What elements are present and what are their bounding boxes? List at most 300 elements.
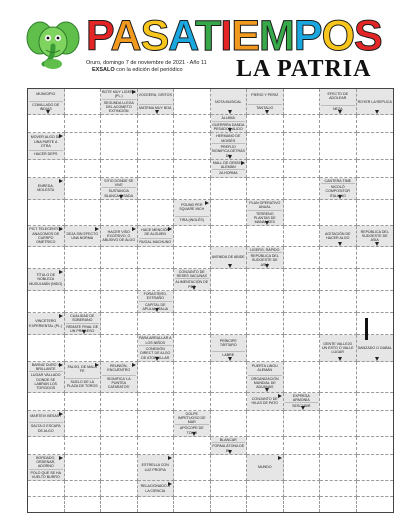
clue-text: ALIMENTACIÓN DE PEZ bbox=[175, 280, 209, 289]
clue-cell bbox=[28, 313, 65, 335]
clue-text: EFECTO DE ADOLEAR bbox=[327, 92, 348, 101]
clue-text: POLO QUE SE HA VUELTO BURRO bbox=[30, 470, 62, 480]
answer-cell[interactable] bbox=[65, 269, 102, 291]
clue-cell bbox=[284, 393, 321, 411]
title-letter: E bbox=[231, 12, 260, 60]
clue-cell bbox=[174, 269, 211, 291]
arrow-right-icon bbox=[168, 227, 172, 231]
arrow-right-icon bbox=[132, 227, 136, 231]
answer-cell[interactable] bbox=[247, 291, 284, 313]
clue-text: EXPRESA ARMONÍA bbox=[292, 393, 310, 402]
answer-cell[interactable] bbox=[357, 313, 394, 335]
answer-cell[interactable] bbox=[65, 455, 102, 481]
clue-text: DEJA SIN EFECTO UNA NORMA bbox=[66, 231, 98, 241]
answer-cell[interactable] bbox=[65, 89, 102, 115]
answer-cell[interactable] bbox=[357, 247, 394, 269]
answer-cell[interactable] bbox=[174, 291, 211, 313]
arrow-right-icon bbox=[168, 456, 172, 460]
answer-cell[interactable] bbox=[101, 437, 138, 455]
answer-cell[interactable] bbox=[65, 411, 102, 437]
clue-text: NEZA bbox=[321, 105, 355, 111]
clue-cell bbox=[247, 455, 284, 481]
arrow-right-icon bbox=[132, 90, 136, 94]
answer-cell[interactable] bbox=[284, 200, 321, 226]
answer-cell[interactable] bbox=[174, 226, 211, 246]
clue-cell bbox=[101, 362, 138, 393]
issue-line bbox=[92, 67, 183, 74]
answer-cell[interactable] bbox=[28, 393, 65, 411]
clue-text: PREFIJO SIGNIFICA DETRÁS DE bbox=[211, 144, 245, 158]
answer-cell[interactable] bbox=[174, 497, 211, 512]
answer-cell[interactable] bbox=[138, 497, 175, 512]
answer-cell[interactable] bbox=[138, 160, 175, 178]
answer-cell[interactable] bbox=[211, 362, 248, 393]
clue-text: BARNIZ DURO Y BRILLANTE bbox=[31, 362, 60, 372]
title-letter: A bbox=[168, 12, 196, 60]
answer-cell[interactable] bbox=[65, 291, 102, 313]
arrow-right-icon bbox=[95, 363, 99, 367]
arrow-right-icon bbox=[278, 456, 282, 460]
clue-text: MUNDO bbox=[257, 465, 272, 470]
answer-cell[interactable] bbox=[320, 160, 357, 178]
answer-cell[interactable] bbox=[247, 497, 284, 512]
arrow-right-icon bbox=[132, 363, 136, 367]
clue-cell bbox=[211, 89, 248, 115]
clue-cell bbox=[138, 291, 175, 313]
answer-cell[interactable] bbox=[211, 393, 248, 411]
answer-cell[interactable] bbox=[211, 291, 248, 313]
clue-cell bbox=[101, 178, 138, 200]
clue-text: SUELO DE LA PLAZA DE TOROS bbox=[66, 379, 98, 389]
answer-cell[interactable] bbox=[284, 226, 321, 246]
clue-cell bbox=[65, 313, 102, 335]
clue-cell bbox=[211, 133, 248, 159]
clue-text: SUSTANCIA BLANCA RISADA bbox=[102, 187, 136, 198]
clue-text: SITIO DONDE SE VIVE bbox=[104, 178, 134, 188]
answer-cell[interactable] bbox=[65, 481, 102, 496]
answer-cell[interactable] bbox=[211, 455, 248, 481]
clue-text: GOLPE IMPETUOSO DE MAR bbox=[177, 411, 206, 425]
clue-text: TIRA (INGLÉS) bbox=[175, 216, 209, 222]
answer-cell[interactable] bbox=[320, 411, 357, 437]
answer-cell[interactable] bbox=[357, 269, 394, 291]
clue-text: REPÚBLICA DEL SUDOESTE DE ASIA bbox=[360, 229, 389, 243]
answer-cell[interactable] bbox=[174, 362, 211, 393]
answer-cell[interactable] bbox=[320, 200, 357, 226]
clue-text: LIGERO, RÁPIDO bbox=[250, 247, 280, 252]
clue-text: PUERTA LINGU ALEMÁN bbox=[251, 363, 278, 373]
answer-cell[interactable] bbox=[211, 313, 248, 335]
answer-cell[interactable] bbox=[174, 455, 211, 481]
answer-cell[interactable] bbox=[320, 291, 357, 313]
arrow-down-icon bbox=[375, 110, 379, 114]
answer-cell[interactable] bbox=[138, 178, 175, 200]
clue-text: SEGUNDA LLEGA DEL ACOMETO EXTINCIÓN bbox=[103, 100, 134, 114]
clue-cell bbox=[138, 335, 175, 361]
answer-cell[interactable] bbox=[247, 313, 284, 335]
answer-cell[interactable] bbox=[174, 335, 211, 361]
answer-cell[interactable] bbox=[174, 247, 211, 269]
answer-cell[interactable] bbox=[247, 437, 284, 455]
clue-text: FORASTERO, EXTRAÑO bbox=[143, 291, 167, 301]
clue-cell bbox=[28, 226, 65, 246]
answer-cell[interactable] bbox=[65, 178, 102, 200]
arrow-right-icon bbox=[59, 227, 63, 231]
clue-text: HACER DEPS bbox=[29, 150, 63, 156]
answer-cell[interactable] bbox=[101, 335, 138, 361]
clue-cell bbox=[357, 226, 394, 246]
answer-cell[interactable] bbox=[174, 115, 211, 133]
answer-cell[interactable] bbox=[138, 393, 175, 411]
answer-cell[interactable] bbox=[284, 497, 321, 512]
answer-cell[interactable] bbox=[138, 269, 175, 291]
answer-cell[interactable] bbox=[101, 481, 138, 496]
answer-cell[interactable] bbox=[101, 115, 138, 133]
clue-cell bbox=[320, 89, 357, 115]
arrow-down-icon bbox=[265, 388, 269, 392]
answer-cell[interactable] bbox=[320, 481, 357, 496]
clue-text: SESCUBIR bbox=[285, 402, 319, 408]
answer-cell[interactable] bbox=[284, 437, 321, 455]
arrow-down-icon bbox=[46, 110, 50, 114]
clue-cell bbox=[320, 335, 357, 361]
clue-text: MOVER ALGO DE UNA PARTE A OTRA bbox=[30, 135, 61, 149]
arrow-right-icon bbox=[59, 412, 63, 416]
arrow-down-icon bbox=[82, 330, 86, 334]
arrow-down-icon bbox=[155, 357, 159, 361]
clue-cell bbox=[138, 226, 175, 246]
answer-cell[interactable] bbox=[101, 393, 138, 411]
clue-cell bbox=[211, 115, 248, 133]
answer-cell[interactable] bbox=[357, 411, 394, 437]
answer-cell[interactable] bbox=[211, 269, 248, 291]
answer-cell[interactable] bbox=[28, 247, 65, 269]
answer-cell[interactable] bbox=[357, 481, 394, 496]
answer-cell[interactable] bbox=[320, 455, 357, 481]
answer-cell[interactable] bbox=[357, 115, 394, 133]
answer-cell[interactable] bbox=[320, 393, 357, 411]
answer-cell[interactable] bbox=[101, 133, 138, 159]
clue-text: PIERIO Y PERIZ bbox=[251, 93, 279, 98]
clue-text: PARA ARRULLAR A LOS NIÑOS bbox=[139, 336, 172, 345]
arrow-right-icon bbox=[241, 161, 245, 165]
answer-cell[interactable] bbox=[101, 160, 138, 178]
clue-text: VINCETERO EXPERIENTAL (PL.) bbox=[29, 319, 63, 328]
crossword-grid bbox=[27, 88, 394, 513]
clue-text: COMILLADO DE INDIAS bbox=[29, 101, 63, 112]
clue-text: PRÍNCIPE TÁRTARO bbox=[219, 338, 237, 347]
answer-cell[interactable] bbox=[357, 200, 394, 226]
answer-cell[interactable] bbox=[101, 455, 138, 481]
answer-cell[interactable] bbox=[247, 115, 284, 133]
answer-cell[interactable] bbox=[101, 200, 138, 226]
arrow-right-icon bbox=[59, 134, 63, 138]
answer-cell[interactable] bbox=[320, 133, 357, 159]
answer-cell[interactable] bbox=[357, 133, 394, 159]
answer-cell[interactable] bbox=[65, 393, 102, 411]
answer-cell[interactable] bbox=[101, 291, 138, 313]
clue-text: NICOLÓ COMPOSITOR ITALIANO bbox=[321, 183, 355, 198]
clue-text: POUND PER SQUARE INCH bbox=[179, 203, 205, 212]
answer-cell[interactable] bbox=[211, 497, 248, 512]
answer-cell[interactable] bbox=[320, 497, 357, 512]
clue-cell bbox=[320, 178, 357, 200]
arrow-down-icon bbox=[265, 110, 269, 114]
clue-cell bbox=[247, 362, 284, 393]
clue-text: TÍTULO DE NOBLEZA MUSULMÁN (NIDO) bbox=[29, 272, 63, 286]
clue-text: ROYER LA REPLICA bbox=[357, 99, 392, 104]
clue-text: NOTA MUSICAL bbox=[215, 99, 242, 104]
arrow-down-icon bbox=[155, 110, 159, 114]
answer-cell[interactable] bbox=[138, 313, 175, 335]
answer-cell[interactable] bbox=[247, 178, 284, 200]
clue-cell bbox=[320, 226, 357, 246]
arrow-down-icon bbox=[338, 110, 342, 114]
arrow-down-icon bbox=[155, 308, 159, 312]
arrow-right-icon bbox=[59, 270, 63, 274]
arrow-down-icon bbox=[375, 357, 379, 361]
answer-cell[interactable] bbox=[284, 362, 321, 393]
clue-cell bbox=[357, 89, 394, 115]
arrow-right-icon bbox=[168, 482, 172, 486]
arrow-down-icon bbox=[265, 264, 269, 268]
answer-cell[interactable] bbox=[65, 133, 102, 159]
clue-text: VOCEERA, GRITOS bbox=[138, 93, 172, 98]
clue-text: MALL DE ORIGEN ALEMÁN bbox=[213, 160, 244, 170]
answer-cell[interactable] bbox=[284, 411, 321, 437]
clue-text: BORDADO, ORDENAR, ADORNO bbox=[36, 455, 56, 469]
clue-cell bbox=[138, 481, 175, 496]
answer-cell[interactable] bbox=[211, 226, 248, 246]
clue-cell bbox=[28, 269, 65, 291]
answer-cell[interactable] bbox=[138, 200, 175, 226]
arrow-right-icon bbox=[59, 456, 63, 460]
clue-cell bbox=[28, 411, 65, 437]
clue-cell bbox=[247, 247, 284, 269]
answer-cell[interactable] bbox=[284, 133, 321, 159]
answer-cell[interactable] bbox=[101, 313, 138, 335]
clue-cell bbox=[65, 226, 102, 246]
answer-cell[interactable] bbox=[284, 455, 321, 481]
clue-text: PICT TELECENTOS ANACOMOS DE CUERPO OMETRICO bbox=[29, 227, 63, 245]
clue-cell bbox=[247, 200, 284, 226]
clue-text: TANTALIO bbox=[248, 104, 282, 110]
arrow-down-icon bbox=[228, 155, 232, 159]
clue-text: RUGAL MACHUNO bbox=[139, 239, 172, 244]
clue-text: SIGNIFICA 'LA PUNTEA CATARATOS' bbox=[102, 375, 136, 390]
title-letter: S bbox=[140, 12, 169, 60]
answer-cell[interactable] bbox=[247, 269, 284, 291]
answer-cell[interactable] bbox=[28, 335, 65, 361]
answer-cell[interactable] bbox=[28, 115, 65, 133]
answer-cell[interactable] bbox=[28, 437, 65, 455]
answer-cell[interactable] bbox=[247, 335, 284, 361]
answer-cell[interactable] bbox=[65, 247, 102, 269]
answer-cell[interactable] bbox=[138, 437, 175, 455]
clue-text: ORGANIZACIÓN MUNDIAL DE ADUANAS bbox=[248, 375, 282, 390]
answer-cell[interactable] bbox=[320, 437, 357, 455]
clue-cell bbox=[138, 455, 175, 481]
answer-cell[interactable] bbox=[65, 160, 102, 178]
answer-cell[interactable] bbox=[65, 335, 102, 361]
arrow-down-icon bbox=[301, 406, 305, 410]
answer-cell[interactable] bbox=[320, 115, 357, 133]
clue-text: HERMANO DE MOISÉS bbox=[216, 134, 241, 143]
clue-text: APÓCOPE DE TONO bbox=[175, 424, 209, 435]
answer-cell[interactable] bbox=[357, 497, 394, 512]
answer-cell[interactable] bbox=[174, 393, 211, 411]
clue-cell bbox=[101, 226, 138, 246]
arrow-down-icon bbox=[228, 264, 232, 268]
answer-cell[interactable] bbox=[65, 497, 102, 512]
masthead-title bbox=[86, 12, 382, 60]
clue-text: FORMA ÁTONA DE EL bbox=[212, 444, 245, 453]
clue-text: CONJUNTO DE HILAS DE PATO bbox=[251, 396, 279, 406]
clue-text: MUNICIPIO bbox=[36, 92, 56, 97]
clue-text: BOTE MUY LIGERO (PL.) bbox=[102, 90, 136, 99]
answer-cell[interactable] bbox=[101, 497, 138, 512]
arrow-right-icon bbox=[59, 363, 63, 367]
clue-text: SALTA O ESCAPA DE ALGO bbox=[30, 424, 61, 433]
answer-cell[interactable] bbox=[247, 481, 284, 496]
clue-text: GENTE VALLEJO UN ESTO O VALLE LUGAR bbox=[321, 341, 354, 355]
grid-divider bbox=[365, 318, 368, 340]
title-letter: P bbox=[86, 12, 111, 60]
clue-text: DANZADO O GABAL bbox=[357, 345, 392, 350]
clue-cell bbox=[101, 89, 138, 115]
masthead bbox=[0, 0, 420, 86]
clue-text: GUERRIRA DANDA PESADOS ALIDO bbox=[212, 122, 245, 132]
clue-text: LUGAR VALLADO DONDE SE LABRAN LOS TORCIDOS bbox=[30, 373, 61, 391]
answer-cell[interactable] bbox=[284, 160, 321, 178]
answer-cell[interactable] bbox=[174, 313, 211, 335]
arrow-down-icon bbox=[228, 450, 232, 454]
answer-cell[interactable] bbox=[138, 247, 175, 269]
answer-cell[interactable] bbox=[284, 89, 321, 115]
answer-cell[interactable] bbox=[247, 411, 284, 437]
arrow-down-icon bbox=[228, 110, 232, 114]
clue-cell bbox=[28, 178, 65, 200]
clue-cell bbox=[211, 335, 248, 361]
clue-cell bbox=[28, 455, 65, 481]
clue-text: CAPITAL DE APULIA, ITALIA bbox=[139, 301, 173, 312]
answer-cell[interactable] bbox=[284, 247, 321, 269]
clue-cell bbox=[28, 362, 65, 393]
answer-cell[interactable] bbox=[284, 178, 321, 200]
answer-cell[interactable] bbox=[138, 115, 175, 133]
clue-cell bbox=[211, 437, 248, 455]
date-line: Oruro, domingo 7 de noviembre de 2021 - Año 11 bbox=[86, 60, 207, 66]
answer-cell[interactable] bbox=[211, 481, 248, 496]
answer-cell[interactable] bbox=[28, 160, 65, 178]
clue-text: REPÚBLICA DEL SUDOESTE DE ASIA bbox=[248, 252, 282, 267]
title-letter: S bbox=[354, 12, 382, 60]
answer-cell[interactable] bbox=[174, 160, 211, 178]
arrow-down-icon bbox=[338, 195, 342, 199]
clue-text: CONEXIÓN DIRECT DE ALGO DE ATORNILLAR bbox=[140, 346, 171, 360]
answer-cell[interactable] bbox=[211, 200, 248, 226]
answer-cell[interactable] bbox=[138, 411, 175, 437]
answer-cell[interactable] bbox=[247, 133, 284, 159]
clue-text: AVENIDA DE ABIDE bbox=[211, 255, 245, 260]
clue-cell bbox=[138, 89, 175, 115]
clue-cell bbox=[211, 160, 248, 178]
answer-cell[interactable] bbox=[101, 269, 138, 291]
answer-cell[interactable] bbox=[138, 362, 175, 393]
answer-cell[interactable] bbox=[247, 160, 284, 178]
answer-cell[interactable] bbox=[138, 133, 175, 159]
answer-cell[interactable] bbox=[357, 362, 394, 393]
answer-cell[interactable] bbox=[101, 247, 138, 269]
clue-cell bbox=[28, 133, 65, 159]
answer-cell[interactable] bbox=[320, 362, 357, 393]
clue-text: BLANCAR bbox=[219, 438, 237, 442]
arrow-right-icon bbox=[278, 394, 282, 398]
answer-cell[interactable] bbox=[357, 160, 394, 178]
title-letter: I bbox=[220, 12, 232, 60]
answer-cell[interactable] bbox=[174, 437, 211, 455]
clue-cell bbox=[247, 89, 284, 115]
title-letter: T bbox=[195, 12, 221, 60]
clue-text: PLAN OPERATIVO ANUAL bbox=[249, 200, 281, 210]
answer-cell[interactable] bbox=[174, 133, 211, 159]
answer-cell[interactable] bbox=[284, 481, 321, 496]
answer-cell[interactable] bbox=[357, 455, 394, 481]
answer-cell[interactable] bbox=[28, 481, 65, 496]
answer-cell[interactable] bbox=[101, 411, 138, 437]
clue-text: RELACIONADO A LA CIENCIA bbox=[140, 484, 170, 493]
answer-cell[interactable] bbox=[28, 200, 65, 226]
clue-text: FALSO, DE MALA FE bbox=[67, 364, 97, 374]
answer-cell[interactable] bbox=[28, 291, 65, 313]
answer-cell[interactable] bbox=[65, 200, 102, 226]
clue-text: HACER VISO EXCESIVO, O ABUSIVO DE ALGO bbox=[102, 229, 136, 243]
clue-text: REMATE FINAL DE UN PROCESO bbox=[66, 324, 99, 334]
clue-cell bbox=[28, 89, 65, 115]
arrow-down-icon bbox=[192, 286, 196, 290]
answer-cell[interactable] bbox=[174, 178, 211, 200]
answer-cell[interactable] bbox=[174, 481, 211, 496]
answer-cell[interactable] bbox=[65, 437, 102, 455]
answer-cell[interactable] bbox=[247, 226, 284, 246]
answer-cell[interactable] bbox=[320, 313, 357, 335]
answer-cell[interactable] bbox=[284, 313, 321, 335]
arrow-down-icon bbox=[228, 128, 232, 132]
answer-cell[interactable] bbox=[284, 269, 321, 291]
clue-text: ESTRELLA CON LUZ PROPIA bbox=[141, 463, 169, 472]
answer-cell[interactable] bbox=[357, 178, 394, 200]
clue-cell bbox=[65, 362, 102, 393]
answer-cell[interactable] bbox=[357, 393, 394, 411]
answer-cell[interactable] bbox=[284, 335, 321, 361]
answer-cell[interactable] bbox=[320, 247, 357, 269]
answer-cell[interactable] bbox=[357, 437, 394, 455]
arrow-down-icon bbox=[338, 242, 342, 246]
green-elephant-icon bbox=[24, 14, 82, 72]
answer-cell[interactable] bbox=[284, 291, 321, 313]
answer-cell[interactable] bbox=[28, 497, 65, 512]
answer-cell[interactable] bbox=[357, 291, 394, 313]
answer-cell[interactable] bbox=[174, 89, 211, 115]
answer-cell[interactable] bbox=[320, 269, 357, 291]
clue-text: MATEMA MUY BOA bbox=[139, 105, 172, 110]
arrow-right-icon bbox=[59, 314, 63, 318]
answer-cell[interactable] bbox=[211, 411, 248, 437]
answer-cell[interactable] bbox=[211, 178, 248, 200]
answer-cell[interactable] bbox=[284, 115, 321, 133]
clue-cell bbox=[357, 335, 394, 361]
answer-cell[interactable] bbox=[65, 115, 102, 133]
